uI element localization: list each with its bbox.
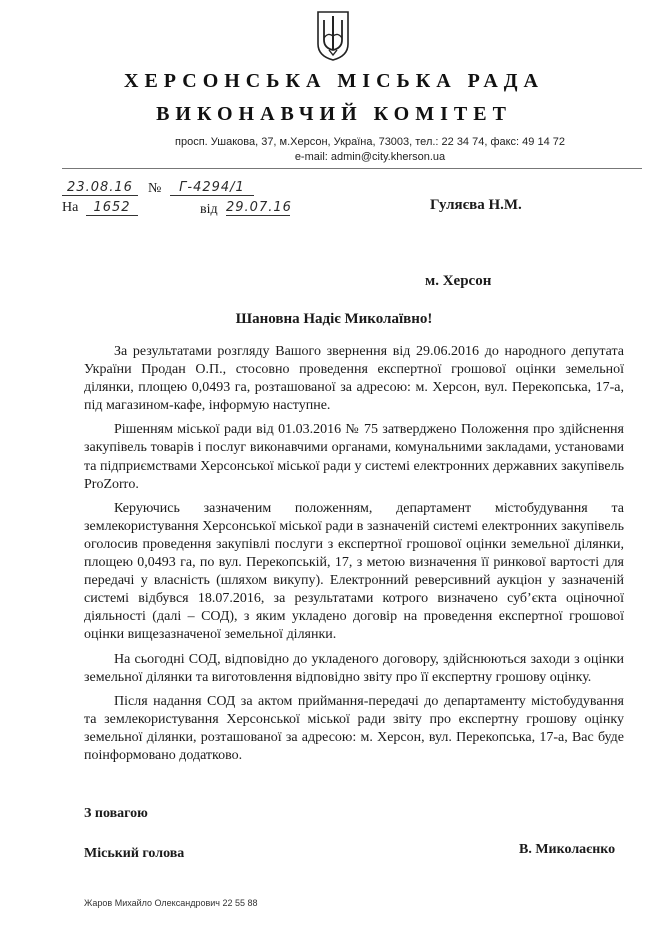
address-line: просп. Ушакова, 37, м.Херсон, Україна, 73003, тел.: 22 34 74, факс: 49 14 72: [175, 136, 565, 148]
reply-to-label: На: [62, 200, 79, 215]
body-paragraph: За результатами розгляду Вашого звернення від 29.06.2016 до народного депутата України Продан О.П., стосовно проведення експертної грошової оцінки земельної ділянки, площею 0,0493 га, розташованої за адресою: м. Херсон, вул. Перекопська, 17-а, під магазином-кафе, інформую наступне.: [84, 344, 624, 414]
closing: З повагою: [84, 806, 148, 821]
committee-name: ВИКОНАВЧИЙ КОМІТЕТ: [156, 103, 512, 125]
body-paragraph: На сьогодні СОД, відповідно до укладеного договору, здійснюються заходи з оцінки земельної ділянки та виготовлення відповідно звіту про її експертну грошову оцінку.: [84, 651, 624, 685]
from-label: від: [200, 202, 218, 217]
email-line: e-mail: admin@city.kherson.ua: [294, 151, 446, 163]
reply-to-date: 29.07.16: [226, 200, 292, 215]
letter-body: [84, 343, 624, 771]
body-paragraph: Рішенням міської ради від 01.03.2016 № 75 затверджено Положення про здійснення закупівель товарів і послуг виконавчими органами, комунальними закладами, установами та підприємствами Херсонської міської ради у системі електронних державних закупівель ProZorro.: [84, 422, 624, 492]
reply-to-number: 1652: [86, 200, 138, 216]
body-paragraph: Керуючись зазначеним положенням, департамент містобудування та землекористування Херсонської міської ради в зазначеній системі електронних закупівель оголосив проведення закупівлі послуги з експертної грошової оцінки земельної ділянки, площею 0,0493 га, по вул. Перекопській, 17, з метою визначення її ринкової вартості для передачі у власність (шляхом викупу). Електронний реверсивний аукціон у зазначеній системі відбувся 18.07.2016, за результатами котрого визначено суб’єкта оціночної діяльності (далі – СОД), з яким укладено договір на проведення експертної грошової оцінки вищезазначеної земельної ділянки.: [84, 500, 624, 643]
signatory-position: Міський голова: [84, 846, 185, 861]
outgoing-number: Г-4294/1: [170, 180, 254, 196]
body-paragraph: Після надання СОД за актом приймання-передачі до департаменту містобудування та землекористування Херсонської міської ради звіту про експертну грошову оцінку земельної ділянки, розташованої за адресою: м. Херсон, вул. Перекопська, 17-а, Вас буде поінформовано додатково.: [84, 693, 624, 763]
coat-of-arms-icon: [316, 10, 350, 62]
outgoing-date: 23.08.16: [62, 180, 138, 196]
addressee: Гуляєва Н.М.: [430, 197, 522, 213]
salutation: Шановна Надіє Миколаївно!: [235, 311, 433, 327]
header-divider: [62, 168, 642, 169]
signatory-name: В. Миколаєнко: [519, 842, 616, 857]
city: м. Херсон: [425, 273, 492, 289]
executor-line: Жаров Михайло Олександрович 22 55 88: [84, 898, 258, 908]
number-label: №: [148, 181, 162, 196]
council-name: ХЕРСОНСЬКА МІСЬКА РАДА: [124, 70, 544, 92]
